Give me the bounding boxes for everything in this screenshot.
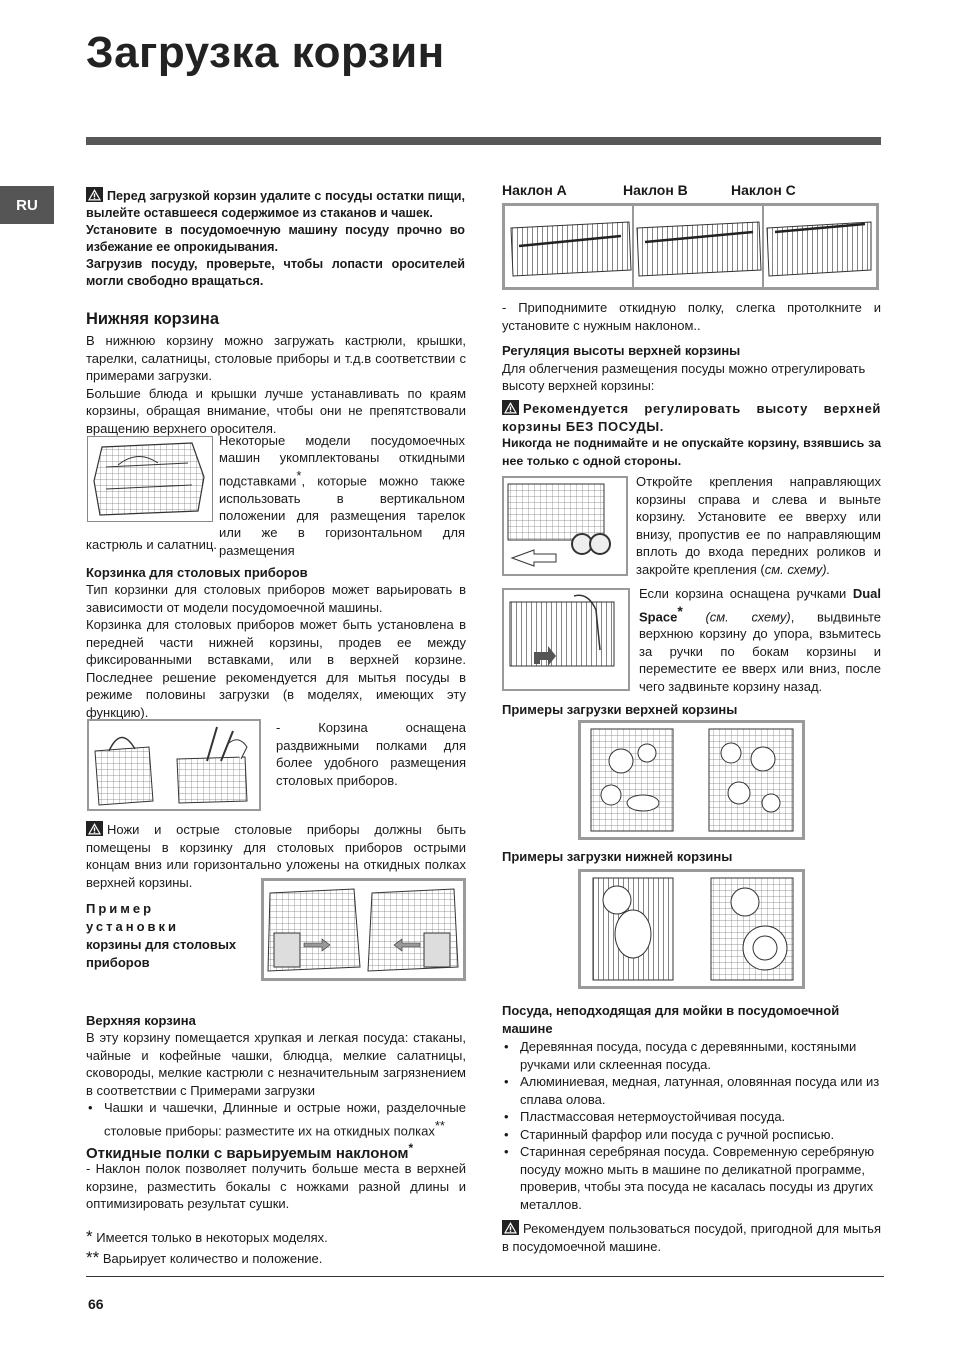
cutlery-side-note-text: - Корзина оснащена раздвижными полками для более удобного размещения столовых приборов. <box>276 720 466 788</box>
list-item: • Старинная серебряная посуда. Современную серебряную посуду можно мыть в машине по деликатной программе, проверив, чтобы эта посуда не касалась посуды из других металлов. <box>502 1143 881 1213</box>
rail-clip-text-ref: см. схему). <box>764 561 831 577</box>
warning-text-2: Установите в посудомоечную машину посуду прочно во избежание ее опрокидывания. <box>86 223 465 254</box>
list-item: • Старинный фарфор или посуда с ручной росписью. <box>502 1126 881 1144</box>
language-badge: RU <box>0 186 54 224</box>
lower-basket-illustration <box>88 437 212 521</box>
height-warning-1: Рекомендуется регулировать высоту верхней корзины БЕЗ ПОСУДЫ. <box>502 401 881 434</box>
height-warning-2: Никогда не поднимайте и не опускайте корзину, взявшись за нее только с одной стороны. <box>502 436 881 468</box>
unsuitable-list <box>502 1038 881 1213</box>
footnote-1 <box>86 1228 466 1247</box>
cutlery-basket-illustration <box>89 721 259 809</box>
list-item: • Пластмассовая нетермоустойчивая посуда. <box>502 1108 881 1126</box>
footer-rule <box>86 1276 884 1277</box>
rail-clip-figure <box>502 476 628 576</box>
footnotes <box>86 1228 466 1267</box>
cutlery-example-illustration <box>264 881 463 978</box>
height-reg-warning <box>502 400 881 470</box>
cutlery-side-note <box>276 719 466 789</box>
upper-examples-figure <box>578 720 805 840</box>
upper-examples-illustration <box>581 723 802 837</box>
rail-clip-illustration <box>504 478 626 574</box>
upper-basket-list <box>86 1099 466 1139</box>
lower-examples-figure <box>578 869 805 989</box>
lower-basket-heading: Нижняя корзина <box>86 310 220 328</box>
footnote-mark: ** <box>86 1247 100 1267</box>
lower-examples-section <box>502 848 881 866</box>
footnote-double-star: ** <box>434 1117 445 1133</box>
list-item: • Алюминиевая, медная, латунная, оловянная посуда или из сплава олова. <box>502 1073 881 1108</box>
cutlery-p2: Корзинка для столовых приборов может быть установлена в передней части нижней корзины, продев ее между фиксированными вставками, или в верхней корзине. Последнее решение рекомендуется для мытья посуды в режиме половины загрузки (в моделях, имеющих эту функцию). <box>86 617 466 720</box>
caption-line-2: корзины для столовых <box>86 937 237 952</box>
lower-examples-heading: Примеры загрузки нижней корзины <box>502 849 733 864</box>
dual-space-brand: Dual Space <box>639 586 881 624</box>
dishware-recommendation-text: Рекомендуем пользоваться посудой, пригодной для мытья в посудомоечной машине. <box>502 1221 881 1254</box>
upper-examples-heading: Примеры загрузки верхней корзины <box>502 702 738 717</box>
lower-examples-illustration <box>581 872 802 986</box>
upper-basket-section <box>86 1012 466 1030</box>
caption-line-3: приборов <box>86 955 150 970</box>
footnote-2 <box>86 1249 466 1268</box>
dual-space-text-a: Если корзина оснащена ручками <box>639 586 853 601</box>
warning-icon <box>502 1220 519 1235</box>
tilt-label-b: Наклон В <box>623 182 688 198</box>
lower-basket-text <box>86 332 466 437</box>
knives-warning-text: Ножи и острые столовые приборы должны быть помещены в корзинку для столовых приборов острыми концам вниз или горизонтально уложены на откидных полках верхней корзины. <box>86 822 466 890</box>
lower-basket-p2: Большие блюда и крышки лучше устанавливать по краям корзины, обращая внимание, чтобы они не препятствовали вращению верхнего оросителя. <box>86 385 466 436</box>
page-title: Загрузка корзин <box>86 28 445 77</box>
dual-space-figure <box>502 588 630 691</box>
unsuitable-list-wrap <box>502 1038 881 1213</box>
cutlery-heading: Корзинка для столовых приборов <box>86 565 308 580</box>
height-reg-section <box>502 342 881 395</box>
upper-basket-bullet-text: Чашки и чашечки, Длинные и острые ножи, разделочные столовые приборы: разместите их на откидных полках <box>104 1100 466 1138</box>
fold-supports-p3a: Некоторые модели посудомоечных машин укомплектованы откидными подставками <box>219 433 465 489</box>
footnote-star: * <box>408 1141 414 1155</box>
cutlery-section <box>86 564 466 582</box>
fold-supports-p3b: , которые можно также использовать в вертикальном положении для размещения тарелок или же в горизонтальном для размещения <box>219 473 465 558</box>
lower-basket-p1: В нижнюю корзину можно загружать кастрюли, крышки, тарелки, салатницы, столовые приборы и т.д.в соответствии с примерами загрузки. <box>86 333 466 383</box>
tilt-label-c: Наклон С <box>731 182 796 198</box>
cutlery-example-caption <box>86 900 251 972</box>
cutlery-example-figure <box>261 878 466 981</box>
tilt-instruction: - Приподнимите откидную полку, слегка протолкните и установите с нужным наклоном.. <box>502 300 881 333</box>
title-rule <box>86 137 881 145</box>
unsuitable-heading: Посуда, неподходящая для мойки в посудомоечной машине <box>502 1003 840 1036</box>
upper-basket-heading: Верхняя корзина <box>86 1013 196 1028</box>
tilt-figure <box>502 203 879 290</box>
upper-examples-section <box>502 701 881 719</box>
cutlery-basket-figure <box>87 719 261 811</box>
warning-icon <box>502 400 519 415</box>
fold-shelves-heading: Откидные полки с варьируемым наклоном <box>86 1145 409 1162</box>
intro-warning <box>86 187 465 290</box>
tilt-illustration <box>505 206 876 287</box>
caption-line-1: Пример установки <box>86 901 180 934</box>
tilt-label-a: Наклон А <box>502 182 567 198</box>
page-number: 66 <box>88 1296 104 1312</box>
upper-basket-text <box>86 1029 466 1139</box>
footnote-text: Варьирует количество и положение. <box>102 1250 323 1266</box>
rail-clip-text <box>636 473 881 578</box>
warning-text-3: Загрузив посуду, проверьте, чтобы лопасти оросителей могли свободно вращаться. <box>86 257 465 288</box>
dual-space-text-b: , выдвиньте верхнюю корзину до упора, взьмитесь за ручки по бокам корзины и переместите ее вверх или вниз, после чего задвиньте корзину назад. <box>639 608 882 694</box>
footnote-star: * <box>296 467 302 483</box>
fold-supports-tail <box>86 536 466 554</box>
cutlery-text <box>86 581 466 721</box>
dual-space-text <box>639 585 881 695</box>
fold-shelves-p1: - Наклон полок позволяет получить больше места в верхней корзине, разместить бокалы с ножками разной длины и оптимизировать результат сушки. <box>86 1161 466 1211</box>
warning-text-1: Перед загрузкой корзин удалите с посуды остатки пищи, вылейте оставшееся содержимое из стаканов и чашек. <box>86 189 465 220</box>
upper-basket-bullet <box>86 1099 466 1139</box>
tilt-text <box>502 299 881 334</box>
fold-supports-p3c: кастрюль и салатниц. <box>86 537 217 552</box>
upper-basket-p1: В эту корзину помещается хрупкая и легкая посуда: стаканы, чайные и кофейные чашки, блюдца, мелкие салатницы, сковороды, мелкие кастрюли с незначительным загрязнением в соответствии с Примерами загрузки <box>86 1030 466 1098</box>
warning-icon <box>86 187 103 202</box>
footnote-text: Имеется только в некоторых моделях. <box>96 1230 328 1245</box>
lower-basket-figure <box>87 436 213 522</box>
dual-space-illustration <box>504 590 628 689</box>
dual-space-ref: (см. схему) <box>682 608 791 624</box>
dishware-recommendation <box>502 1220 881 1255</box>
footnote-mark: * <box>86 1227 93 1246</box>
fold-shelves-text <box>86 1160 466 1213</box>
list-item: • Деревянная посуда, посуда с деревянными, костяными ручками или склеенная посуда. <box>502 1038 881 1073</box>
unsuitable-section <box>502 1002 881 1037</box>
height-reg-heading: Регуляция высоты верхней корзины <box>502 343 741 358</box>
warning-icon <box>86 821 103 836</box>
cutlery-p1: Тип корзинки для столовых приборов может варьировать в зависимости от модели посудомоечной машины. <box>86 582 466 615</box>
lower-basket-section <box>86 311 466 329</box>
footnote-star: * <box>677 602 683 619</box>
rail-clip-text-main: Откройте крепления направляющих корзины справа и слева и выньте корзину. Установите ее вверху или внизу, пропустив ее по направляющим вплоть до входа передних роликов и закройте крепления ( <box>636 474 881 577</box>
height-reg-p1: Для облегчения размещения посуды можно отрегулировать высоту верхней корзины: <box>502 360 866 393</box>
